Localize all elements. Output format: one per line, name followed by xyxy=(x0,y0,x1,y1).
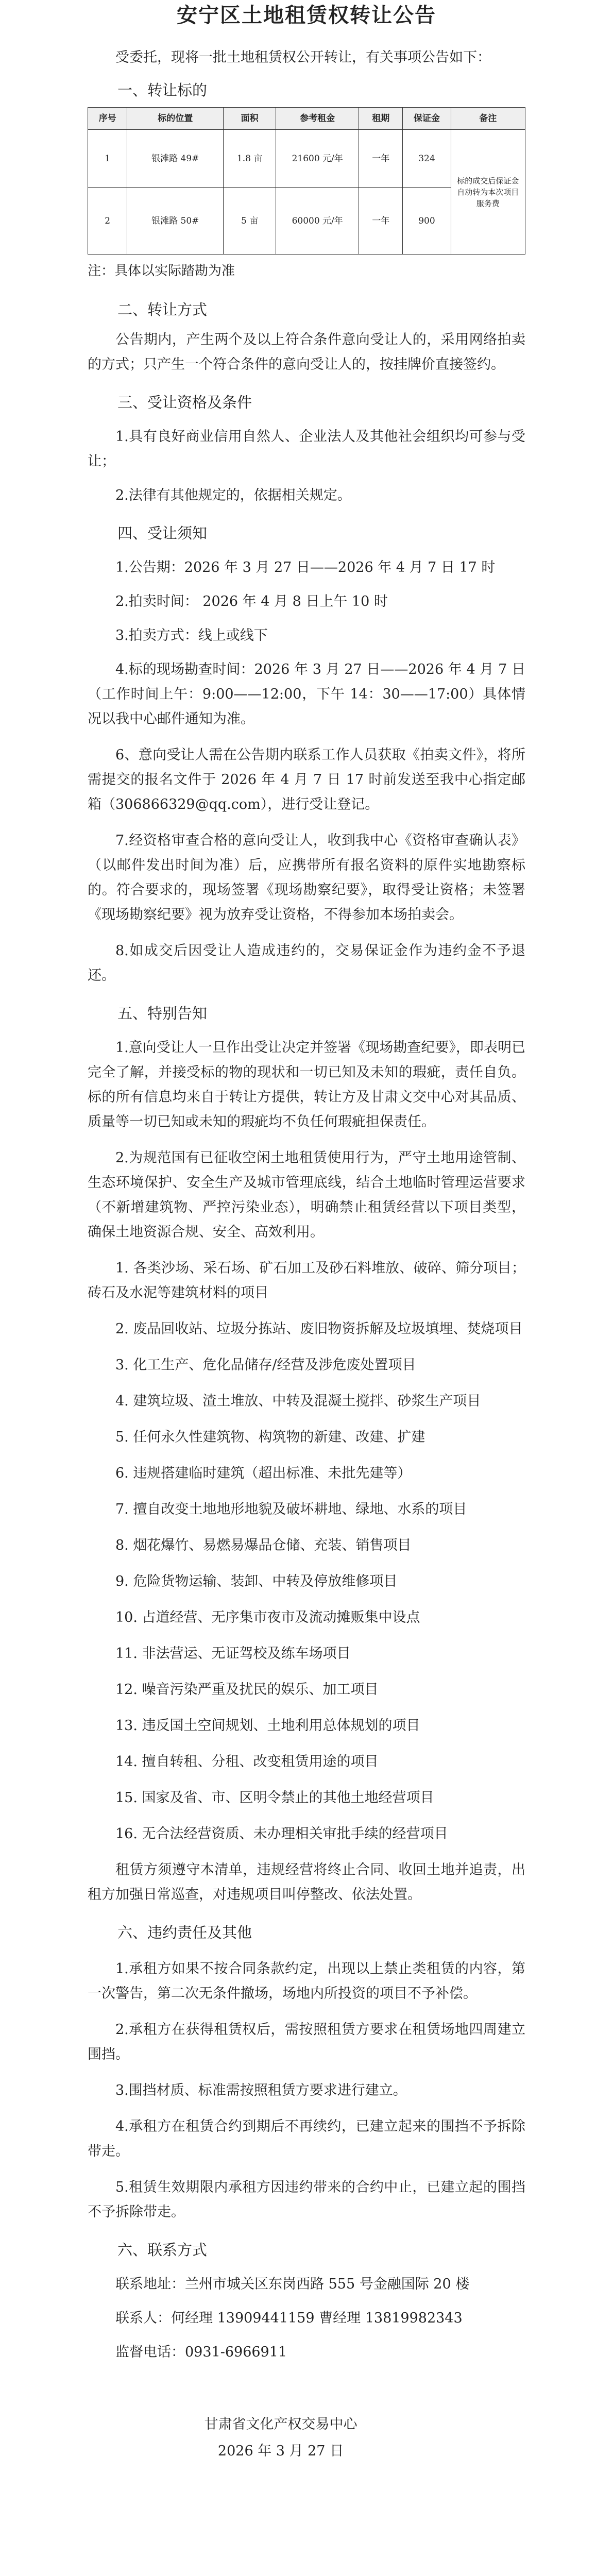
special-notice-paragraph: 2.为规范国有已征收空闲土地租赁使用行为，严守土地用途管制、生态环境保护、安全生产及城市管理底线，结合土地临时管理运营要求（不新增建筑物、严控污染业态），明确禁止租赁经营以下项目类型，确保土地资源合规、安全、高效利用。 xyxy=(88,1150,525,1240)
prohibited-item: 12. 噪音污染严重及扰民的娱乐、加工项目 xyxy=(115,1682,379,1698)
notes-item-period: 1.公告期：2026 年 3 月 27 日——2026 年 4 月 7 日 17 时 xyxy=(115,560,496,575)
intro-paragraph: 受委托，现将一批土地租赁权公开转让，有关事项公告如下： xyxy=(115,49,491,65)
prohibited-item: 11. 非法营运、无证驾校及练车场项目 xyxy=(115,1646,351,1662)
cell-rent: 60000 元/年 xyxy=(276,188,359,255)
eligibility-item: 1.具有良好商业信用自然人、企业法人及其他社会组织均可参与受让； xyxy=(88,429,525,469)
supervision-phone: 监督电话：0931-6966911 xyxy=(115,2344,287,2360)
transfer-method-text: 公告期内，产生两个及以上符合条件意向受让人的，采用网络拍卖的方式；只产生一个符合条件的意向受让人的，按挂牌价直接签约。 xyxy=(88,332,525,372)
notes-item-qualification: 7.经资格审查合格的意向受让人，收到我中心《资格审查确认表》（以邮件发出时间为准）后，应携带所有报名资料的原件实地勘察标的。符合要求的，现场签署《现场勘察纪要》，取得受让资格；未签署《现场勘察纪要》视为放弃受让资格，不得参加本场拍卖会。 xyxy=(88,833,525,923)
column-header: 保证金 xyxy=(403,108,451,130)
contact-persons: 联系人：何经理 13909441159 曹经理 13819982343 xyxy=(115,2310,463,2326)
signature-organization: 甘肃省文化产权交易中心 xyxy=(204,2416,357,2432)
notes-item-default: 8.如成交后因受让人造成违约的，交易保证金作为违约金不予退还。 xyxy=(88,943,525,984)
section-heading-contact: 六、联系方式 xyxy=(117,2241,208,2259)
prohibited-item: 15. 国家及省、市、区明令禁止的其他土地经营项目 xyxy=(115,1790,434,1806)
notes-item-registration: 6、意向受让人需在公告期内联系工作人员获取《拍卖文件》，将所需提交的报名文件于 2026 年 4 月 7 日 17 时前发送至我中心指定邮箱（306866329@qq.com），进行受让登记。 xyxy=(88,747,525,812)
prohibited-item: 7. 擅自改变土地地形地貌及破坏耕地、绿地、水系的项目 xyxy=(115,1501,467,1517)
column-header: 序号 xyxy=(88,108,127,130)
cell-rent: 21600 元/年 xyxy=(276,130,359,188)
section-heading-special-notice: 五、特别告知 xyxy=(117,1005,208,1022)
notes-item-inspection: 4.标的现场勘查时间：2026 年 3 月 27 日——2026 年 4 月 7 日（工作时间上午：9:00——12:00，下午 14：30——17:00）具体情况以我中心邮件通知为准。 xyxy=(88,662,525,727)
table-row xyxy=(88,130,525,188)
prohibited-item: 2. 废品回收站、垃圾分拣站、废旧物资拆解及垃圾填埋、焚烧项目 xyxy=(115,1321,523,1337)
section-heading-eligibility: 三、受让资格及条件 xyxy=(117,394,252,411)
cell-term: 一年 xyxy=(359,130,403,188)
table-footnote: 注：具体以实际踏勘为准 xyxy=(88,263,235,279)
prohibited-item: 13. 违反国土空间规划、土地利用总体规划的项目 xyxy=(115,1718,420,1734)
signature-date: 2026 年 3 月 27 日 xyxy=(217,2443,344,2459)
column-header: 租期 xyxy=(359,108,403,130)
column-header: 参考租金 xyxy=(276,108,359,130)
liability-item: 3.围挡材质、标准需按照租赁方要求进行建立。 xyxy=(115,2082,407,2098)
cell-deposit: 324 xyxy=(403,130,451,188)
prohibited-item: 3. 化工生产、危化品储存/经营及涉危废处置项目 xyxy=(115,1357,416,1373)
signature-block xyxy=(88,2411,525,2465)
cell-no: 1 xyxy=(88,130,127,188)
special-notice-paragraph: 1.意向受让人一旦作出受让决定并签署《现场勘查纪要》，即表明已完全了解，并接受标的物的现状和一切已知及未知的瑕疵，责任自负。标的所有信息均来自于转让方提供，转让方及甘肃文交中心对其品质、质量等一切已知或未知的瑕疵均不负任何瑕疵担保责任。 xyxy=(88,1040,525,1130)
prohibited-item: 1. 各类沙场、采石场、矿石加工及砂石料堆放、破碎、筛分项目；砖石及水泥等建筑材料的项目 xyxy=(88,1260,525,1301)
prohibited-item: 5. 任何永久性建筑物、构筑物的新建、改建、扩建 xyxy=(115,1429,425,1445)
cell-remark: 标的成交后保证金自动转为本次项目服务费 xyxy=(451,130,525,255)
liability-item: 2.承租方在获得租赁权后，需按照租赁方要求在租赁场地四周建立围挡。 xyxy=(88,2022,525,2062)
prohibited-item: 16. 无合法经营资质、未办理相关审批手续的经营项目 xyxy=(115,1826,448,1842)
prohibited-item: 8. 烟花爆竹、易燃易爆品仓储、充装、销售项目 xyxy=(115,1537,412,1553)
liability-item: 4.承租方在租赁合约到期后不再续约，已建立起来的围挡不予拆除带走。 xyxy=(88,2119,525,2159)
contact-address: 联系地址：兰州市城关区东岗西路 555 号金融国际 20 楼 xyxy=(115,2276,470,2292)
section-heading-notes: 四、受让须知 xyxy=(117,524,208,542)
prohibited-item: 9. 危险货物运输、装卸、中转及停放维修项目 xyxy=(115,1573,398,1589)
column-header: 备注 xyxy=(451,108,525,130)
cell-location: 银滩路 49# xyxy=(127,130,224,188)
liability-item: 5.租赁生效期限内承租方因违约带来的合约中止，已建立起的围挡不予拆除带走。 xyxy=(88,2179,525,2220)
cell-term: 一年 xyxy=(359,188,403,255)
eligibility-item: 2.法律有其他规定的，依据相关规定。 xyxy=(115,487,351,503)
prohibited-item: 4. 建筑垃圾、渣土堆放、中转及混凝土搅拌、砂浆生产项目 xyxy=(115,1393,481,1409)
page-title: 安宁区土地租赁权转让公告 xyxy=(177,3,436,27)
table-header-row xyxy=(88,108,525,130)
cell-no: 2 xyxy=(88,188,127,255)
prohibited-item: 14. 擅自转租、分租、改变租赁用途的项目 xyxy=(115,1754,379,1770)
column-header: 标的位置 xyxy=(127,108,224,130)
notes-item-auction-method: 3.拍卖方式：线上或线下 xyxy=(115,628,268,643)
cell-area: 1.8 亩 xyxy=(224,130,276,188)
special-notice-closing: 租赁方须遵守本清单，违规经营将终止合同、收回土地并追责，出租方加强日常巡查，对违规项目叫停整改、依法处置。 xyxy=(88,1862,525,1903)
notes-item-auction-time: 2.拍卖时间： 2026 年 4 月 8 日上午 10 时 xyxy=(115,594,388,609)
section-heading-transfer-method: 二、转让方式 xyxy=(117,301,208,318)
section-heading-transfer-targets: 一、转让标的 xyxy=(117,81,208,99)
liability-item: 1.承租方如果不按合同条款约定，出现以上禁止类租赁的内容，第一次警告，第二次无条件撤场，场地内所投资的项目不予补偿。 xyxy=(88,1961,525,2002)
section-heading-liability: 六、违约责任及其他 xyxy=(117,1924,252,1941)
cell-area: 5 亩 xyxy=(224,188,276,255)
lots-table xyxy=(88,107,525,255)
cell-location: 银滩路 50# xyxy=(127,188,224,255)
cell-deposit: 900 xyxy=(403,188,451,255)
prohibited-item: 10. 占道经营、无序集市夜市及流动摊贩集中设点 xyxy=(115,1609,420,1625)
column-header: 面积 xyxy=(224,108,276,130)
prohibited-item: 6. 违规搭建临时建筑（超出标准、未批先建等） xyxy=(115,1465,412,1481)
